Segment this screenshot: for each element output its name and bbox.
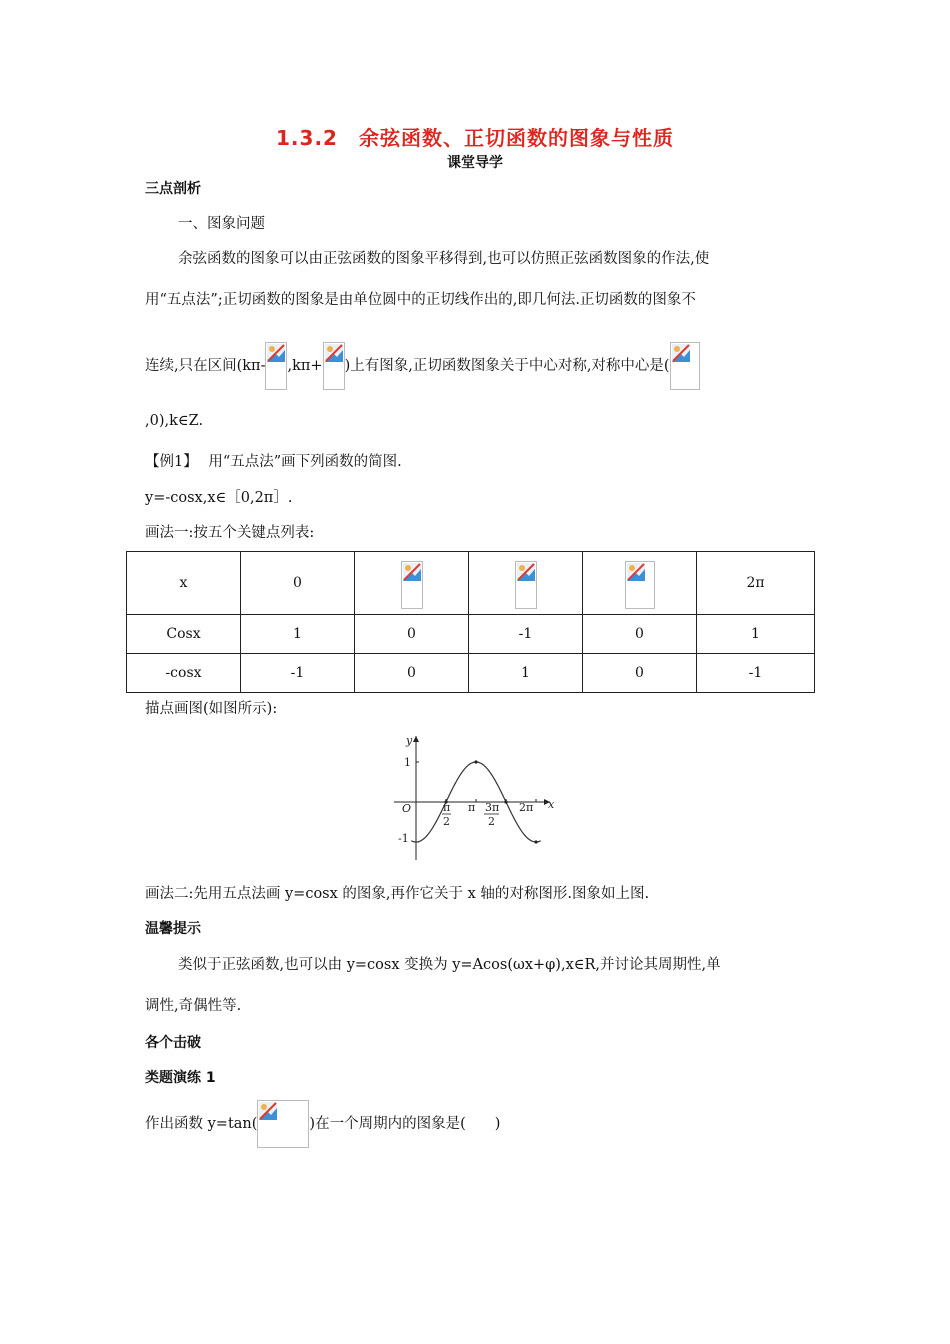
paragraph-line-with-formulas <box>145 342 700 390</box>
x-tick-label: 3π <box>485 801 500 814</box>
table-cell: 0 <box>583 615 697 654</box>
table-cell: 1 <box>697 615 815 654</box>
paragraph-line: 用“五点法”;正切函数的图象是由单位圆中的正切线作出的,即几何法.正切函数的图象不 <box>145 292 696 308</box>
data-point <box>534 840 537 843</box>
paragraph-line: ,0),k∈Z. <box>145 413 204 429</box>
paragraph-line: 余弦函数的图象可以由正弦函数的图象平移得到,也可以仿照正弦函数图象的作法,使 <box>178 251 710 267</box>
plot-caption: 描点画图(如图所示): <box>145 701 278 717</box>
y-tick-label: -1 <box>398 832 409 845</box>
formula-image-icon <box>670 342 700 390</box>
example-text: 用“五点法”画下列函数的简图. <box>208 454 402 470</box>
key-points-table <box>126 551 815 693</box>
table-cell <box>469 552 583 615</box>
table-row <box>127 654 815 693</box>
tip-line: 类似于正弦函数,也可以由 y=cosx 变换为 y=Acos(ωx+φ),x∈R,并讨论其周期性,单 <box>178 957 721 973</box>
subheading-graph-question: 一、图象问题 <box>178 216 265 232</box>
formula-image-icon <box>257 1100 309 1148</box>
method-two: 画法二:先用五点法画 y=cosx 的图象,再作它关于 x 轴的对称图形.图象如上图. <box>145 886 650 902</box>
table-cell <box>583 552 697 615</box>
text-segment: 连续,只在区间(kπ- <box>145 358 266 374</box>
formula-image-icon <box>265 342 287 390</box>
text-segment: )在一个周期内的图象是( ) <box>309 1116 501 1132</box>
x-tick-label: π <box>443 801 451 814</box>
table-cell: -1 <box>697 654 815 693</box>
table-cell: 0 <box>241 552 355 615</box>
data-point <box>474 760 477 763</box>
table-cell: 0 <box>355 654 469 693</box>
x-tick-label: 2π <box>519 801 534 814</box>
table-cell: -1 <box>241 654 355 693</box>
page-title: 1.3.2 余弦函数、正切函数的图象与性质 <box>276 126 674 150</box>
table-cell: 1 <box>469 654 583 693</box>
section-heading-analysis: 三点剖析 <box>145 181 201 197</box>
y-tick-label: 1 <box>404 756 411 769</box>
formula-image-icon <box>323 342 345 390</box>
section-heading-breakthrough: 各个击破 <box>145 1035 201 1051</box>
table-cell: -cosx <box>127 654 241 693</box>
section-heading-practice: 类题演练 1 <box>145 1070 216 1086</box>
table-cell: 0 <box>583 654 697 693</box>
question-line <box>145 1100 500 1148</box>
y-axis-label: y <box>406 734 413 747</box>
formula-image-icon <box>625 561 655 609</box>
data-point <box>504 800 507 803</box>
example-tag: 【例1】 <box>145 454 198 470</box>
formula-image-icon <box>401 561 423 609</box>
x-tick-label: π <box>468 801 476 814</box>
text-segment: )上有图象,正切函数图象关于中心对称,对称中心是( <box>344 358 670 374</box>
x-axis-label: x <box>548 798 555 811</box>
y-axis-arrow-icon <box>413 736 419 742</box>
table-cell: 1 <box>241 615 355 654</box>
origin-label: O <box>402 802 412 815</box>
text-segment: ,kπ+ <box>287 358 323 374</box>
table-cell <box>355 552 469 615</box>
method-one: 画法一:按五个关键点列表: <box>145 525 315 541</box>
section-heading-tip: 温馨提示 <box>145 921 201 937</box>
table-cell: Cosx <box>127 615 241 654</box>
example-function: y=-cosx,x∈［0,2π］. <box>145 490 293 506</box>
table-row <box>127 615 815 654</box>
x-tick-label: 2 <box>443 815 450 828</box>
cosine-graph <box>384 730 564 865</box>
table-cell: -1 <box>469 615 583 654</box>
table-cell: 0 <box>355 615 469 654</box>
formula-image-icon <box>515 561 537 609</box>
table-cell: 2π <box>697 552 815 615</box>
page-subtitle: 课堂导学 <box>447 155 503 171</box>
table-row <box>127 552 815 615</box>
tip-line: 调性,奇偶性等. <box>145 998 242 1014</box>
table-cell: x <box>127 552 241 615</box>
example-line <box>145 450 402 471</box>
text-segment: 作出函数 y=tan( <box>145 1116 258 1132</box>
x-tick-label: 2 <box>488 815 495 828</box>
